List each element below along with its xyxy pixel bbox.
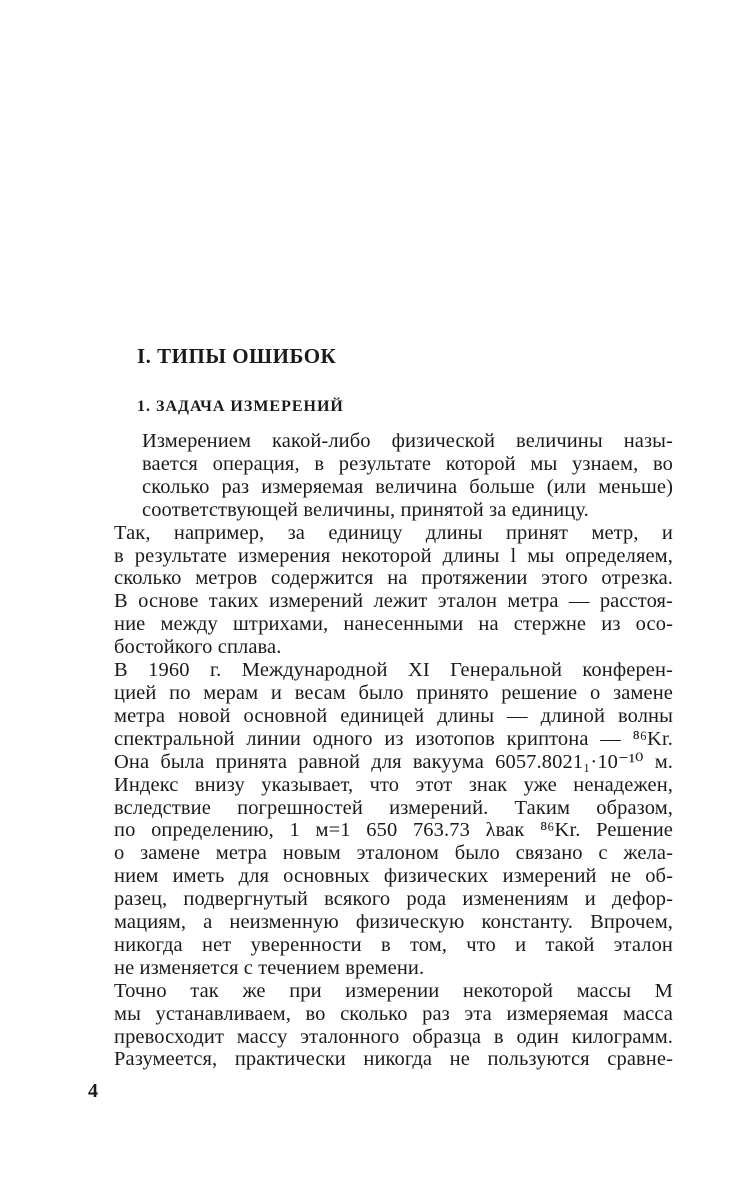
text-line: спектральной линии одного из изотопов криптона — ⁸⁶Kr. <box>114 727 673 750</box>
text-line: соответствующей величины, принятой за единицу. <box>142 498 589 521</box>
text-line: мациям, а неизменную физическую константу. Впрочем, <box>114 911 673 934</box>
text-line: не изменяется с течением времени. <box>114 956 425 979</box>
text-line: сколько метров содержится на протяжении этого отрезка. <box>114 567 673 590</box>
text-line: нием иметь для основных физических измерений не об- <box>114 865 673 888</box>
text-line: В основе таких измерений лежит эталон метра — расстоя- <box>114 590 673 613</box>
text-line: мы устанавливаем, во сколько раз эта измеряемая масса <box>114 1002 673 1025</box>
text-line: вается операция, в результате которой мы узнаем, во <box>142 452 673 475</box>
body-text <box>88 430 673 1071</box>
paragraph-meter-standard <box>88 522 673 659</box>
text-line: превосходит массу эталонного образца в один килограмм. <box>114 1025 673 1048</box>
text-line: В 1960 г. Международной XI Генеральной конферен- <box>114 659 673 682</box>
text-line: в результате измерения некоторой длины l мы определяем, <box>114 544 673 567</box>
section-title: 1. ЗАДАЧА ИЗМЕРЕНИЙ <box>137 398 344 415</box>
text-line: о замене метра новым эталоном было связано с жела- <box>114 842 673 865</box>
text-line: Измерением какой-либо физической величины назы- <box>142 430 673 452</box>
text-line: по определению, 1 м=1 650 763.73 λвак ⁸⁶Kr. Решение <box>114 819 673 842</box>
text-line: никогда нет уверенности в том, что и такой эталон <box>114 933 673 956</box>
text-line: ние между штрихами, нанесенными на стержне из осо- <box>114 613 673 636</box>
text-line: вследствие погрешностей измерений. Таким образом, <box>114 796 673 819</box>
paragraph-measurement-definition <box>88 430 673 522</box>
paragraph-mass-measurement <box>88 980 673 1072</box>
text-line: Индекс внизу указывает, что этот знак уже ненадежен, <box>114 773 673 796</box>
text-line: Так, например, за единицу длины принят метр, и <box>114 521 673 544</box>
text-line: Она была принята равной для вакуума 6057.8021₁·10⁻¹⁰ м. <box>114 750 673 773</box>
text-line: Точно так же при измерении некоторой массы M <box>114 979 673 1002</box>
text-line: Разумеется, практически никогда не пользуются сравне- <box>114 1048 673 1071</box>
chapter-title: I. ТИПЫ ОШИБОК <box>137 344 337 368</box>
text-line: метра новой основной единицей длины — длиной волны <box>114 704 673 727</box>
text-line: цией по мерам и весам было принято решение о замене <box>114 681 673 704</box>
text-line: бостойкого сплава. <box>114 636 282 659</box>
text-line: сколько раз измеряемая величина больше (или меньше) <box>142 475 673 498</box>
text-line: разец, подвергнутый всякого рода изменениям и дефор- <box>114 888 673 911</box>
page-number: 4 <box>88 1080 98 1102</box>
paragraph-krypton-standard <box>88 659 673 980</box>
